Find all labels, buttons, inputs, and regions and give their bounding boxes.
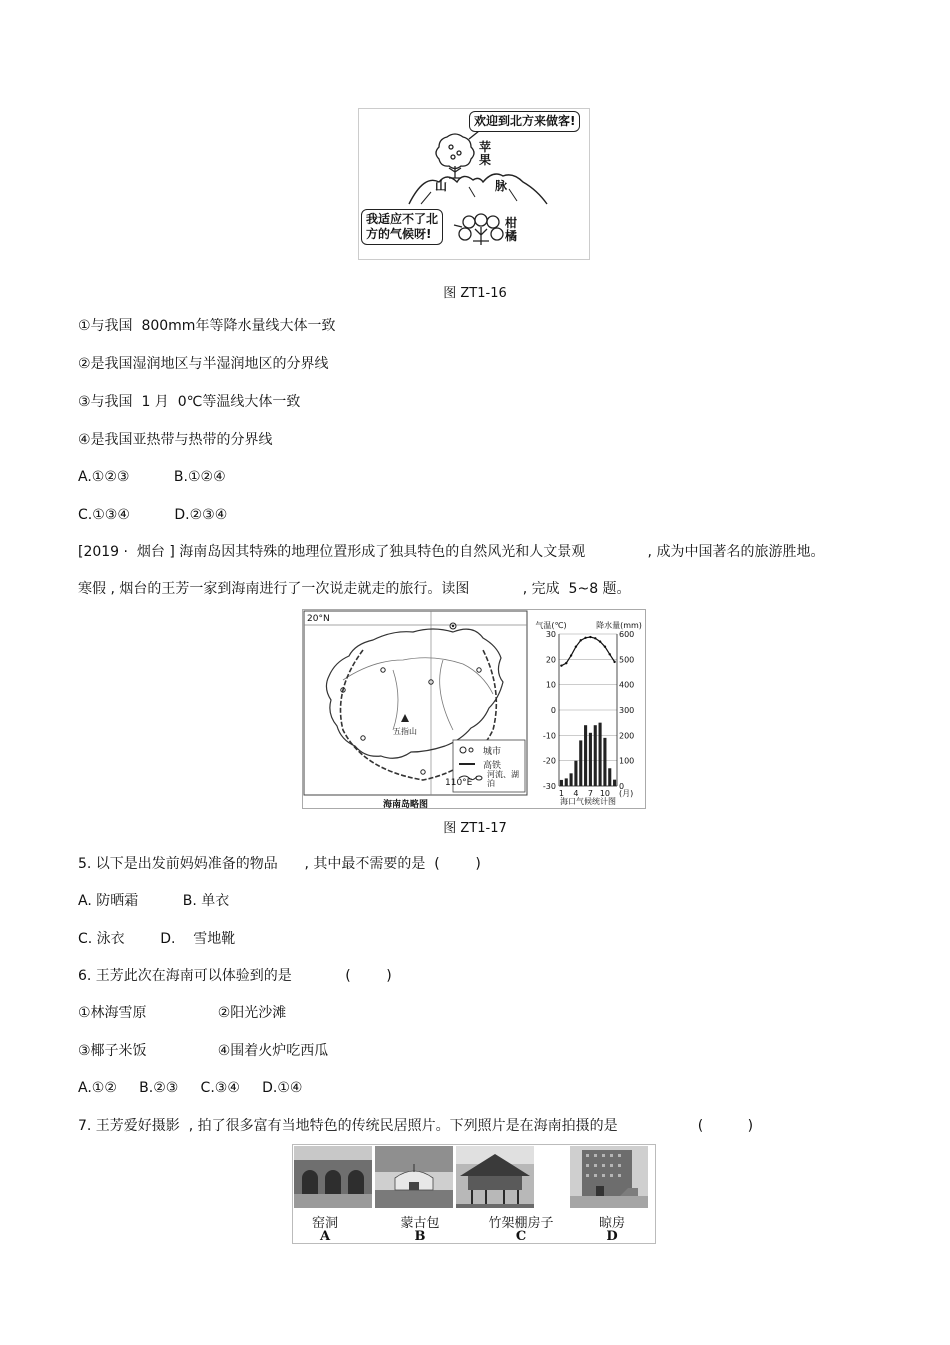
photo-label-c: 竹架棚房子 <box>488 1216 554 1231</box>
apple-label: 苹果 <box>479 140 492 167</box>
precip-bar <box>594 725 597 786</box>
precip-tick-label: 500 <box>619 655 635 665</box>
orange-tree-icon <box>459 214 503 245</box>
precip-bar <box>608 768 611 786</box>
precip-tick-label: 0 <box>619 782 625 791</box>
precip-bar <box>565 778 568 786</box>
photo-letter-c: C <box>515 1229 527 1244</box>
legend-city-label: 城市 <box>483 747 502 757</box>
orange-label: 柑橘 <box>505 216 518 243</box>
temp-point <box>594 637 596 639</box>
temp-tick-label: 30 <box>545 630 556 639</box>
temp-point <box>580 639 582 641</box>
temp-point <box>575 645 577 647</box>
temp-tick-label: 10 <box>545 680 556 690</box>
figure-zt1-16 <box>358 108 590 260</box>
temp-tick-label: 0 <box>550 706 556 715</box>
option-line-4: ④是我国亚热带与热带的分界线 <box>78 432 273 448</box>
month-tick-label: 7 <box>587 789 593 798</box>
option-line-2: ②是我国湿润地区与半湿润地区的分界线 <box>78 356 329 372</box>
temp-point <box>560 664 562 666</box>
photo-mongolian-yurt <box>375 1146 453 1208</box>
apple-tree-icon <box>436 134 474 178</box>
temp-point <box>609 653 611 655</box>
figure-zt1-17 <box>302 609 646 809</box>
climate-chart <box>531 610 645 808</box>
photo-label-a: 窑洞 <box>311 1216 338 1231</box>
temp-point <box>604 645 606 647</box>
precip-axis-title: 降水量(mm) <box>596 621 642 630</box>
latitude-label: 20°N <box>307 614 330 624</box>
question-5-options-ab: A. 防晒霜 B. 单衣 <box>78 893 230 909</box>
photo-yaodong <box>294 1146 372 1208</box>
month-tick-label: 10 <box>599 789 611 798</box>
intro-line-2: 寒假 , 烟台的王芳一家到海南进行了一次说走就走的旅行。读图 , 完成 5~8 题。 <box>78 581 631 597</box>
precip-tick-label: 200 <box>619 731 635 741</box>
map-title: 海南岛略图 <box>383 800 429 810</box>
mountain-label-left: 山 <box>435 179 448 193</box>
photo-drying-house <box>570 1146 648 1208</box>
temp-axis-title: 气温(℃) <box>535 621 567 630</box>
photo-bamboo-stilt-house <box>456 1146 534 1208</box>
month-tick-label: 1 <box>558 789 564 798</box>
speech-bubble-orange-line2: 方的气候呀! <box>366 227 432 241</box>
month-unit-label: (月) <box>619 789 634 798</box>
precip-bar <box>584 725 587 786</box>
temp-point <box>599 640 601 642</box>
speech-bubble-orange-line1: 我适应不了北 <box>366 212 439 226</box>
question-6-items-34: ③椰子米饭 ④围着火炉吃西瓜 <box>78 1043 329 1059</box>
option-line-3: ③与我国 1 月 0℃等温线大体一致 <box>78 394 301 410</box>
question-5-options-cd: C. 泳衣 D. 雪地靴 <box>78 931 236 947</box>
precip-bar <box>579 740 582 786</box>
month-tick-label: 4 <box>573 789 579 798</box>
figure-caption-zt1-17: 图 ZT1-17 <box>443 821 507 836</box>
temp-tick-label: -20 <box>542 756 556 766</box>
temp-tick-label: -30 <box>542 782 556 791</box>
photo-label-d: 晾房 <box>598 1216 625 1231</box>
question-6-stem: 6. 王芳此次在海南可以体验到的是 ( ) <box>78 968 392 984</box>
wuzhishan-label: 五指山 <box>393 727 417 736</box>
temp-tick-label: 20 <box>545 655 556 665</box>
question-5-stem: 5. 以下是出发前妈妈准备的物品 , 其中最不需要的是 ( ) <box>78 856 481 872</box>
longitude-label: 110°E <box>445 778 473 788</box>
legend-rail-label: 高铁 <box>483 761 502 771</box>
temp-tick-label: -10 <box>542 731 556 741</box>
photo-letter-d: D <box>606 1229 618 1244</box>
mountain-range-icon <box>409 174 547 204</box>
speech-bubble-orange <box>361 209 443 245</box>
temp-point <box>589 636 591 638</box>
intro-line-1: [2019 · 烟台 ] 海南岛因其特殊的地理位置形成了独具特色的自然风光和人文景观 , 成为中国著名的旅游胜地。 <box>78 544 825 560</box>
answer-choices-ab: A.①②③ B.①②④ <box>78 469 226 485</box>
photo-label-b: 蒙古包 <box>400 1216 440 1231</box>
precip-bar <box>574 761 577 786</box>
temp-point <box>584 637 586 639</box>
legend-river-label: 河流、湖泊 <box>487 770 519 788</box>
precip-bar <box>589 733 592 786</box>
temp-point <box>613 661 615 663</box>
precip-tick-label: 100 <box>619 756 635 766</box>
photo-letter-a: A <box>319 1229 331 1244</box>
precip-bar <box>599 723 602 786</box>
temp-line <box>561 637 614 666</box>
question-7-stem: 7. 王芳爱好摄影 , 拍了很多富有当地特色的传统民居照片。下列照片是在海南拍摄的是 ( ) <box>78 1118 754 1134</box>
temp-point <box>565 662 567 664</box>
precip-bar <box>570 773 573 786</box>
climate-chart-title: 海口气候统计图 <box>560 797 616 806</box>
question-6-items-12: ①林海雪原 ②阳光沙滩 <box>78 1005 287 1021</box>
question-6-choices: A.①② B.②③ C.③④ D.①④ <box>78 1080 303 1096</box>
precip-tick-label: 300 <box>619 706 635 715</box>
speech-bubble-apple: 欢迎到北方来做客! <box>469 111 580 132</box>
precip-tick-label: 600 <box>619 630 635 639</box>
precip-bar <box>603 738 606 786</box>
photo-letter-b: B <box>414 1229 426 1244</box>
mountain-label-right: 脉 <box>495 179 508 193</box>
precip-tick-label: 400 <box>619 680 635 690</box>
precip-bar <box>613 780 616 786</box>
figure-caption-zt1-16: 图 ZT1-16 <box>443 286 507 301</box>
answer-choices-cd: C.①③④ D.②③④ <box>78 507 228 523</box>
precip-bar <box>560 780 563 786</box>
island-outline <box>326 629 503 758</box>
option-line-1: ①与我国 800mm年等降水量线大体一致 <box>78 318 336 334</box>
temp-point <box>570 654 572 656</box>
